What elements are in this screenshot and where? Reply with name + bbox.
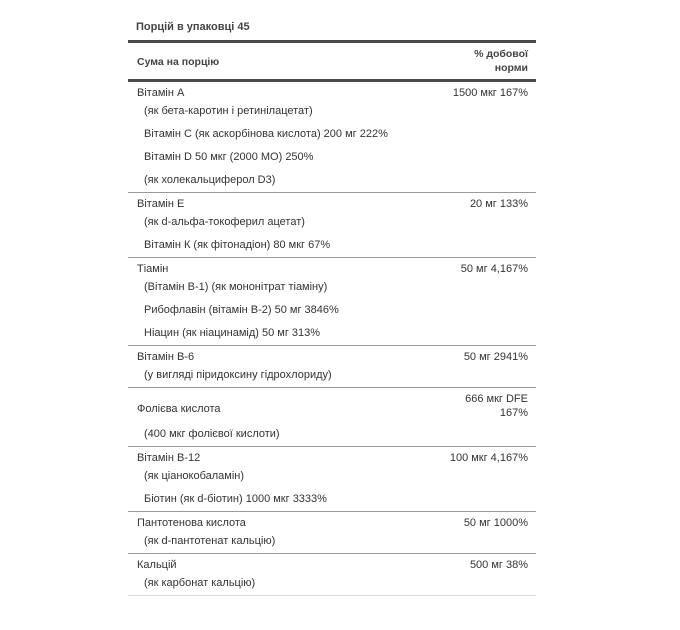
nutrient-sub-row: (як d-альфа-токоферил ацетат) bbox=[144, 216, 305, 228]
daily-value-line2: норми bbox=[494, 62, 528, 74]
nutrient-name: Вітамін А bbox=[137, 87, 185, 99]
nutrient-sub-row: Ніацин (як ніацинамід) 50 мг 313% bbox=[144, 327, 321, 339]
supplement-facts-panel bbox=[128, 14, 536, 596]
nutrient-sub-row: (як бета-каротин і ретинілацетат) bbox=[144, 105, 313, 117]
nutrient-sub-row: (як холекальциферол D3) bbox=[144, 174, 276, 186]
nutrient-name: Пантотенова кислота bbox=[137, 517, 246, 529]
nutrient-sub-row: (у вигляді піридоксину гідрохлориду) bbox=[144, 369, 332, 381]
nutrient-sub-row: (400 мкг фолієвої кислоти) bbox=[144, 428, 280, 440]
nutrient-sub-row: (як ціанокобаламін) bbox=[144, 470, 245, 482]
nutrient-row bbox=[128, 447, 536, 465]
nutrient-group-vitamin-b6 bbox=[128, 345, 536, 387]
nutrient-group-thiamin bbox=[128, 257, 536, 345]
nutrient-amount: 1500 мкг 167% bbox=[452, 87, 528, 99]
nutrient-sub-row: (як d-пантотенат кальцію) bbox=[144, 535, 276, 547]
nutrient-row bbox=[128, 258, 536, 276]
nutrient-amount: 100 мкг 4,167% bbox=[449, 452, 528, 464]
nutrient-group-vitamin-a bbox=[128, 82, 536, 192]
nutrient-sub-row: Біотин (як d-біотин) 1000 мкг 3333% bbox=[144, 493, 327, 505]
nutrient-name: Вітамін Е bbox=[137, 198, 185, 210]
nutrient-group-folic-acid bbox=[128, 387, 536, 446]
nutrient-row bbox=[128, 346, 536, 364]
nutrient-sub-row: Рибофлавін (вітамін В-2) 50 мг 3846% bbox=[144, 304, 339, 316]
nutrient-amount: 20 мг 133% bbox=[469, 198, 528, 210]
table-header bbox=[128, 43, 536, 82]
nutrient-amount-line1: 666 мкг DFE bbox=[465, 393, 528, 405]
nutrient-group-pantothenic-acid bbox=[128, 511, 536, 553]
nutrient-group-vitamin-b12 bbox=[128, 446, 536, 511]
daily-value-label bbox=[448, 47, 528, 75]
nutrient-sub-row: Вітамін D 50 мкг (2000 МО) 250% bbox=[144, 151, 314, 163]
nutrient-amount: 50 мг 1000% bbox=[463, 517, 528, 529]
nutrient-row bbox=[128, 193, 536, 211]
servings-per-container: Порцій в упаковці 45 bbox=[128, 14, 536, 43]
nutrient-group-calcium bbox=[128, 553, 536, 595]
nutrient-amount bbox=[448, 392, 528, 420]
nutrient-amount-line2: 167% bbox=[499, 407, 528, 419]
nutrient-name: Кальцій bbox=[137, 559, 177, 571]
nutrient-amount: 500 мг 38% bbox=[469, 559, 528, 571]
nutrient-amount: 50 мг 2941% bbox=[463, 351, 528, 363]
daily-value-line1: % добової bbox=[474, 48, 528, 60]
nutrient-row bbox=[128, 82, 536, 100]
nutrient-row bbox=[128, 388, 536, 423]
nutrient-name: Вітамін В-6 bbox=[137, 351, 195, 363]
amount-per-serving-label: Сума на порцію bbox=[137, 56, 220, 68]
nutrient-group-vitamin-e bbox=[128, 192, 536, 257]
nutrient-row bbox=[128, 512, 536, 530]
nutrient-name: Тіамін bbox=[137, 263, 169, 275]
nutrient-name: Фолієва кислота bbox=[137, 403, 221, 415]
nutrient-name: Вітамін В-12 bbox=[137, 452, 201, 464]
nutrient-amount: 50 мг 4,167% bbox=[460, 263, 528, 275]
nutrient-row bbox=[128, 554, 536, 572]
nutrient-sub-row: Вітамін К (як фітонадіон) 80 мкг 67% bbox=[144, 239, 331, 251]
nutrient-sub-row: (Вітамін В-1) (як мононітрат тіаміну) bbox=[144, 281, 328, 293]
nutrient-sub-row: (як карбонат кальцію) bbox=[144, 577, 256, 589]
nutrient-sub-row: Вітамін C (як аскорбінова кислота) 200 мг 222% bbox=[144, 128, 388, 140]
